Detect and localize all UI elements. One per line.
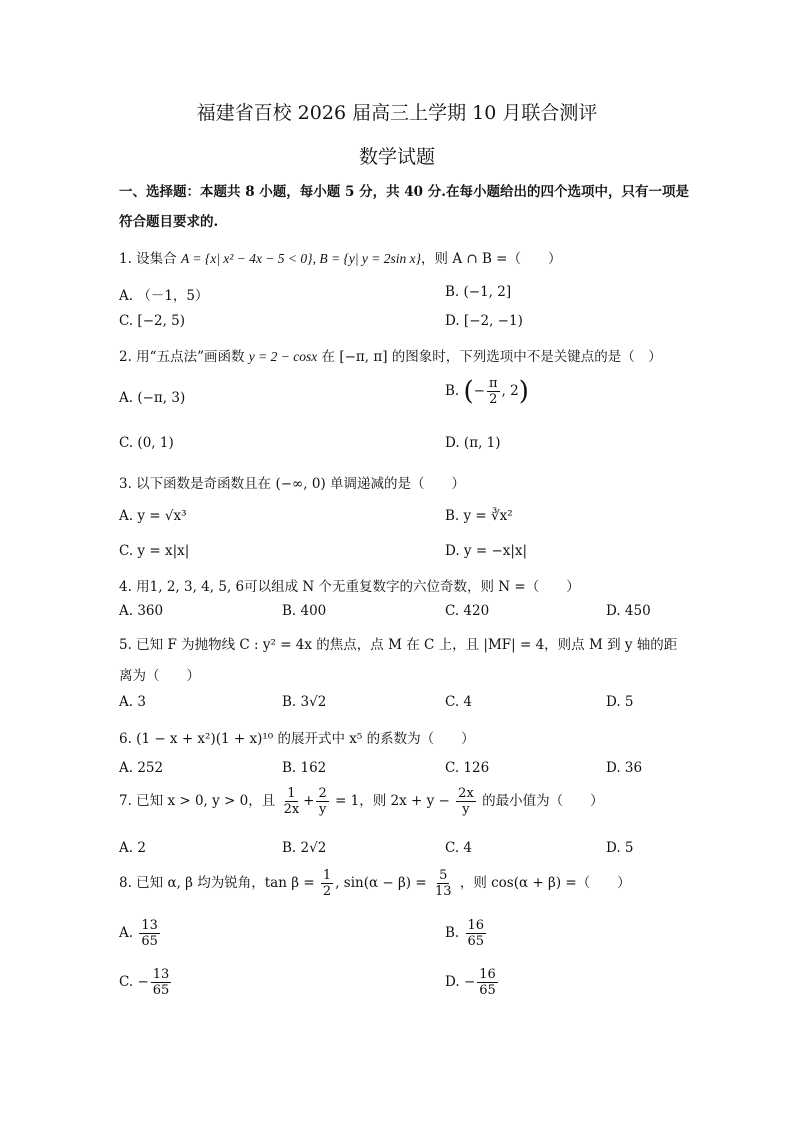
question-1-option-b: B. (−1, 2] bbox=[445, 284, 512, 300]
section-heading: 一、选择题：本题共 8 小题，每小题 5 分，共 40 分.在每小题给出的四个选项中，只有一项是符合题目要求的. bbox=[119, 184, 689, 230]
question-6-option-d: D. 36 bbox=[606, 760, 643, 776]
question-7-fraction-1: $\frac{1}{2x}$ bbox=[283, 786, 300, 817]
question-3-option-b: B. y = ∛x² bbox=[445, 508, 513, 524]
question-5-option-a: A. 3 bbox=[119, 694, 146, 710]
question-6-option-b: B. 162 bbox=[282, 760, 327, 776]
exam-title: 福建省百校 2026 届高三上学期 10 月联合测评 bbox=[196, 102, 598, 124]
question-8-option-b-fraction: $\frac{16}{65}$ bbox=[467, 918, 485, 949]
question-4-option-d: D. 450 bbox=[606, 603, 651, 619]
question-8-stem: 8. 已知 α, β 均为锐角，tan β = $\frac{1}{2}$ , sin(α − β) = $\frac{5}{13}$ ，则 cos(α + β) =（ ） bbox=[119, 868, 631, 899]
question-7-fraction-3: $\frac{2x}{y}$ bbox=[458, 786, 474, 817]
exam-subtitle: 数学试题 bbox=[358, 146, 435, 168]
question-8-option-d-fraction: $\frac{16}{65}$ bbox=[479, 967, 496, 998]
question-8-option-c-fraction: $\frac{13}{65}$ bbox=[152, 967, 170, 998]
question-3-option-a: A. y = √x³ bbox=[119, 508, 187, 524]
question-8-option-c: C. − $\frac{13}{65}$ bbox=[119, 967, 170, 998]
question-2-option-a: A. (−π, 3) bbox=[119, 390, 186, 406]
question-6-option-a: A. 252 bbox=[119, 760, 164, 776]
question-2-option-d: D. (π, 1) bbox=[445, 435, 501, 451]
question-8-option-d: D. − $\frac{16}{65}$ bbox=[445, 967, 496, 998]
question-6-option-c: C. 126 bbox=[445, 760, 490, 776]
question-8-option-a-fraction: $\frac{13}{65}$ bbox=[141, 918, 158, 949]
question-5-option-b: B. 3√2 bbox=[282, 694, 327, 710]
question-1-option-c: C. [−2, 5) bbox=[119, 313, 186, 329]
question-4-stem: 4. 用1, 2, 3, 4, 5, 6可以组成 N 个无重复数字的六位奇数，则 N =（ ） bbox=[119, 579, 580, 595]
question-7-option-b: B. 2√2 bbox=[282, 840, 327, 856]
question-1-option-d: D. [−2, −1) bbox=[445, 313, 523, 329]
question-4-option-a: A. 360 bbox=[119, 603, 164, 619]
question-3-option-c: C. y = x|x| bbox=[119, 543, 190, 559]
question-8-option-a: A. $\frac{13}{65}$ bbox=[119, 918, 158, 949]
question-1-option-a: A. （－1，5） bbox=[119, 288, 209, 304]
question-8-option-b: B. $\frac{16}{65}$ bbox=[445, 918, 485, 949]
question-7-stem: 7. 已知 x > 0, y > 0，且 $\frac{1}{2x}$ + $\frac{2}{y}$ = 1，则 2x + y − $\frac{2x}{y}$ 的最小值为（ ） bbox=[119, 786, 604, 817]
question-2-option-b: B. (− $\frac{\pi}{2}$ , 2) bbox=[445, 376, 529, 407]
question-2-option-c: C. (0, 1) bbox=[119, 435, 174, 451]
question-3-stem: 3. 以下函数是奇函数且在 (−∞, 0) 单调递减的是（ ） bbox=[119, 476, 466, 492]
question-5-stem-line2: 离为（ ） bbox=[119, 668, 200, 684]
question-8-fraction-1: $\frac{1}{2}$ bbox=[322, 868, 332, 899]
question-7-option-d: D. 5 bbox=[606, 840, 634, 856]
question-7-option-c: C. 4 bbox=[445, 840, 473, 856]
question-8-fraction-2: $\frac{5}{13}$ bbox=[434, 868, 452, 899]
question-5-option-d: D. 5 bbox=[606, 694, 634, 710]
question-5-stem: 5. 已知 F 为抛物线 C : y² = 4x 的焦点，点 M 在 C 上，且 |MF| = 4，则点 M 到 y 轴的距 bbox=[119, 637, 678, 653]
question-7-fraction-2: $\frac{2}{y}$ bbox=[318, 786, 327, 817]
question-5-option-c: C. 4 bbox=[445, 694, 473, 710]
question-4-option-c: C. 420 bbox=[445, 603, 490, 619]
question-2-stem: 2. 用“五点法”画函数 y = 2 − cosx 在 [−π, π] 的图象时，下列选项中不是关键点的是（ ） bbox=[119, 349, 662, 365]
question-7-option-a: A. 2 bbox=[119, 840, 146, 856]
question-4-option-b: B. 400 bbox=[282, 603, 327, 619]
question-6-stem: 6. (1 − x + x²)(1 + x)¹⁰ 的展开式中 x⁵ 的系数为（ ） bbox=[119, 731, 475, 747]
question-2-option-b-fraction: $\frac{\pi}{2}$ bbox=[488, 376, 498, 407]
question-1-stem: 1. 设集合 A = {x| x² − 4x − 5 < 0}, B = {y| y = 2sin x}，则 A ∩ B =（ ） bbox=[119, 251, 562, 267]
question-3-option-d: D. y = −x|x| bbox=[445, 543, 528, 559]
